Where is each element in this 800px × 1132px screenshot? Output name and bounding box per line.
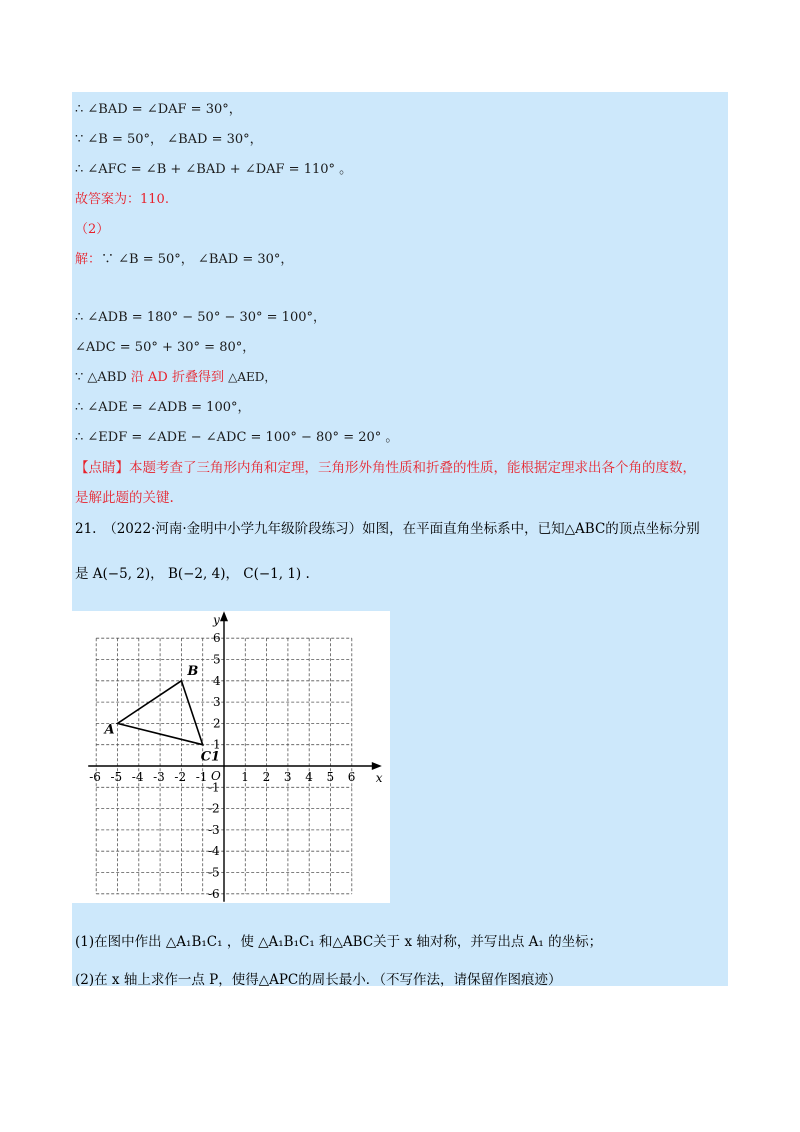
x-axis-label: x xyxy=(375,771,383,785)
x-tick-label: -5 xyxy=(110,770,123,784)
y-tick-label: 5 xyxy=(213,652,221,667)
y-tick-label: -2 xyxy=(208,801,220,816)
note-line-2: 是解此题的关键. xyxy=(75,490,174,506)
x-tick-label: -3 xyxy=(153,770,165,784)
y-tick-label: 4 xyxy=(213,673,221,688)
x-tick-label: 6 xyxy=(347,770,356,784)
origin-label: O xyxy=(211,769,221,783)
x-tick-label: 5 xyxy=(326,770,335,784)
solution-line-1: ∴ ∠BAD = ∠DAF = 30°， xyxy=(75,102,242,117)
y-tick-label: 1 xyxy=(213,737,221,752)
y-tick-label: 6 xyxy=(213,631,221,646)
solution-line-6 xyxy=(75,248,293,267)
x-tick-label: 3 xyxy=(283,770,292,784)
x-tick-label: -6 xyxy=(89,770,101,784)
solution-line-2: ∵ ∠B = 50°， ∠BAD = 30°， xyxy=(75,132,263,147)
y-tick-label: 2 xyxy=(213,716,221,731)
solution-line-3: ∴ ∠AFC = ∠B + ∠BAD + ∠DAF = 110° 。 xyxy=(75,162,353,177)
y-tick-label: -5 xyxy=(208,865,220,880)
point-label-c1: C1 xyxy=(200,749,221,765)
solution-line-6-math: ∵ ∠B = 50°， ∠BAD = 30°， xyxy=(101,252,294,267)
y-tick-label: -4 xyxy=(208,844,220,859)
question-line-1: 21. （2022·河南·金明中小学九年级阶段练习）如图，在平面直角坐标系中，已知△ABC的顶点坐标分别 xyxy=(75,521,700,537)
x-tick-label: 2 xyxy=(262,770,271,784)
fold-triangle-aed: △AED， xyxy=(228,370,277,384)
subquestion-1: (1)在图中作出 △A₁B₁C₁ ，使 △A₁B₁C₁ 和△ABC关于 x 轴对称，并写出点 A₁ 的坐标； xyxy=(75,934,603,950)
x-tick-label: 1 xyxy=(241,770,249,784)
coordinate-graph xyxy=(72,611,390,903)
fold-triangle-abd: ∵ △ABD xyxy=(75,370,127,385)
point-label-b: B xyxy=(187,663,199,679)
x-axis-arrow-icon xyxy=(372,762,382,770)
y-tick-label: -1 xyxy=(208,780,220,795)
x-tick-label: 4 xyxy=(305,770,313,784)
y-axis-label: y xyxy=(213,613,220,628)
solve-label: 解： xyxy=(75,252,102,267)
subquestion-2: (2)在 x 轴上求作一点 P，使得△APC的周长最小．（不写作法，请保留作图痕迹） xyxy=(75,972,562,988)
part-2-label: （2） xyxy=(75,222,110,237)
y-axis-arrow-icon xyxy=(220,611,228,621)
x-tick-label: -1 xyxy=(195,770,208,784)
point-label-a: A xyxy=(104,722,115,738)
solution-line-8: ∠ADC = 50° + 30° = 80°， xyxy=(75,340,256,355)
fold-text: 沿 AD 折叠得到 xyxy=(130,370,224,385)
solution-line-11: ∴ ∠EDF = ∠ADE − ∠ADC = 100° − 80° = 20° 。 xyxy=(75,430,399,445)
solution-line-9 xyxy=(75,366,276,385)
x-tick-label: -4 xyxy=(131,770,144,784)
y-tick-label: -6 xyxy=(208,886,220,901)
y-tick-label: -3 xyxy=(208,822,220,837)
question-line-2: 是 A(−5, 2)， B(−2, 4)， C(−1, 1) . xyxy=(75,566,310,582)
note-line-1: 【点睛】本题考查了三角形内角和定理，三角形外角性质和折叠的性质，能根据定理求出各个角的度数， xyxy=(75,460,696,476)
y-tick-label: 3 xyxy=(213,695,221,710)
coordinate-plane xyxy=(72,611,390,903)
solution-line-10: ∴ ∠ADE = ∠ADB = 100°， xyxy=(75,400,251,415)
answer-line: 故答案为：110. xyxy=(75,192,169,207)
solution-line-7: ∴ ∠ADB = 180° − 50° − 30° = 100°， xyxy=(75,310,326,325)
x-tick-label: -2 xyxy=(174,770,187,784)
